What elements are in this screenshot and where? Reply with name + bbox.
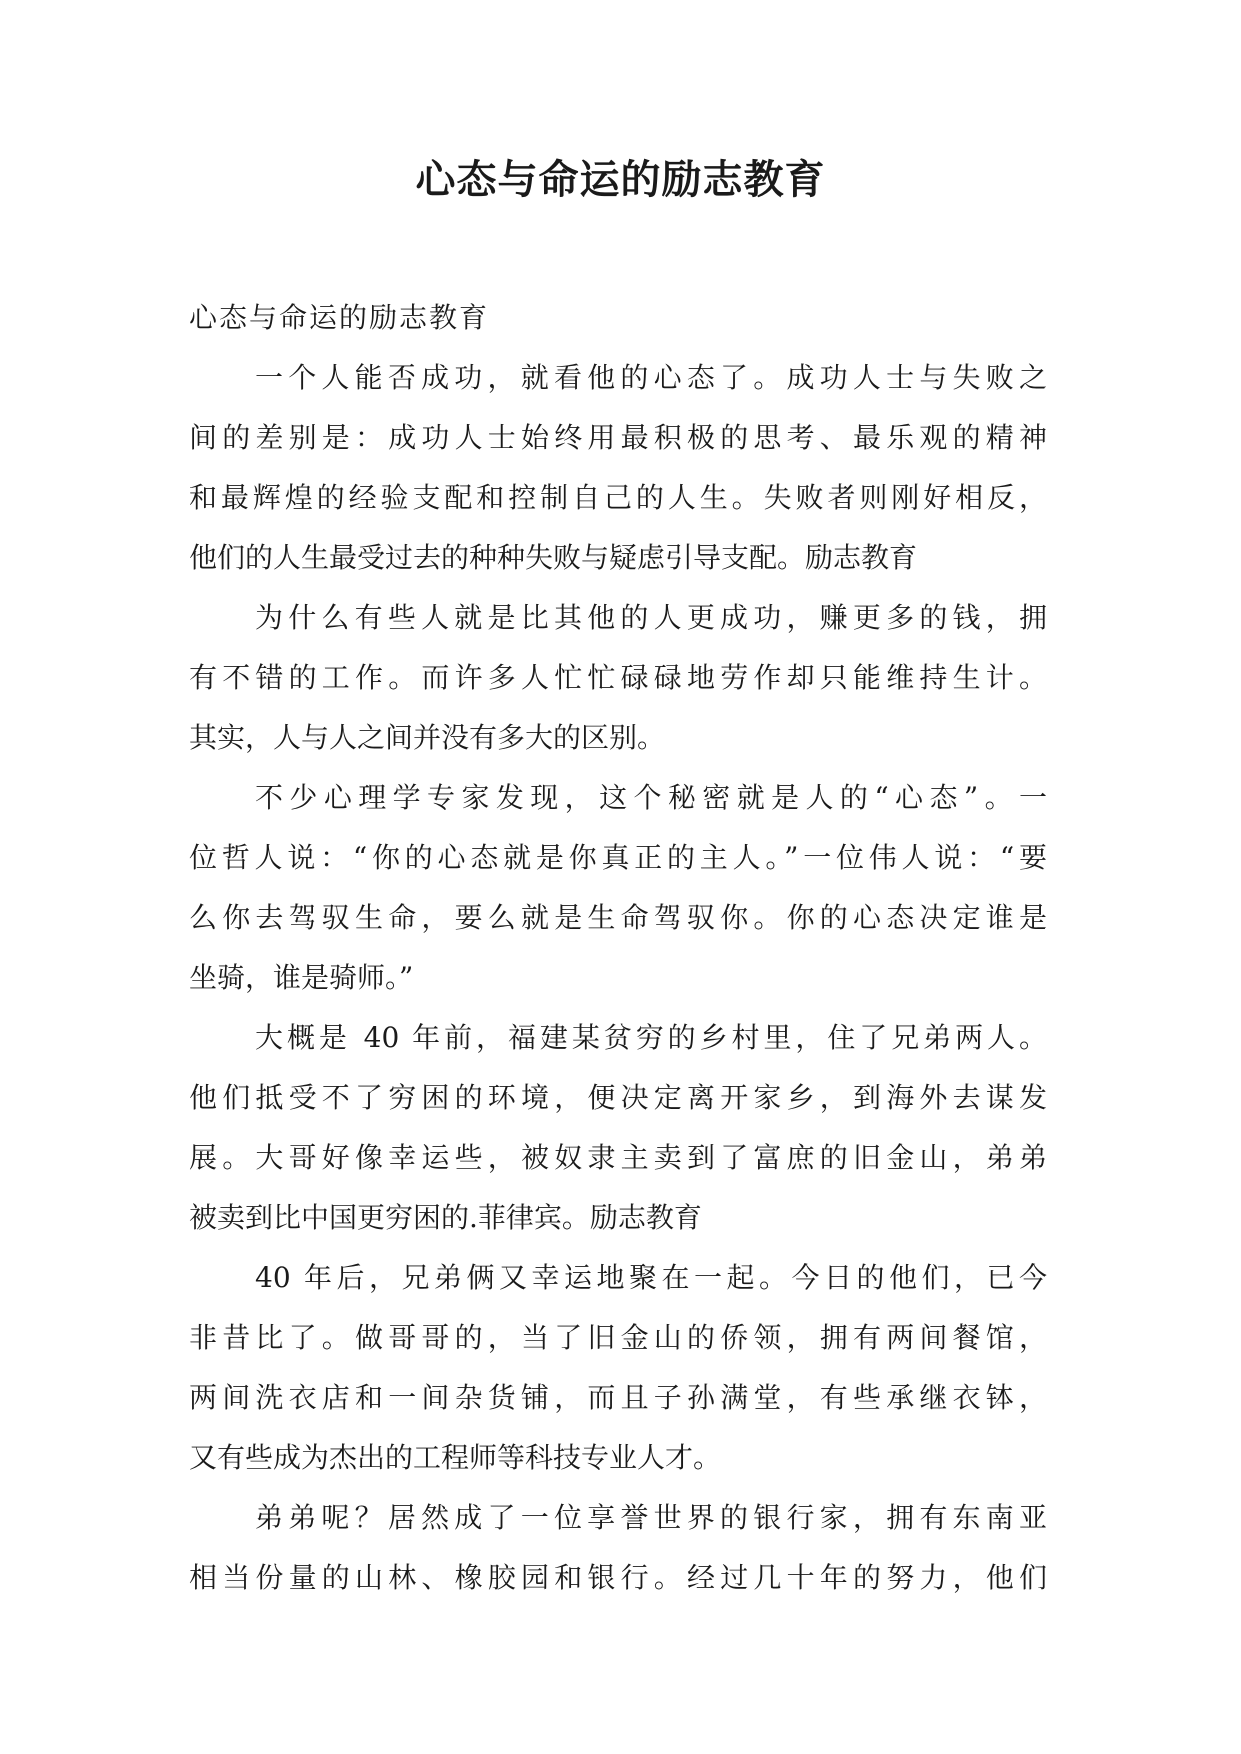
text-line: 其实，人与人之间并没有多大的区别。 (189, 721, 666, 754)
text-line: 他们抵受不了穷困的环境，便决定离开家乡，到海外去谋发 (189, 1081, 1047, 1114)
document-body (189, 288, 1047, 1608)
text-line: 他们的人生最受过去的种种失败与疑虑引导支配。励志教育 (189, 541, 918, 574)
text-line: 又有些成为杰出的工程师等科技专业人才。 (189, 1441, 722, 1474)
text-line: 间的差别是：成功人士始终用最积极的思考、最乐观的精神 (189, 421, 1047, 454)
text-line: 展。大哥好像幸运些，被奴隶主卖到了富庶的旧金山，弟弟 (189, 1141, 1047, 1174)
text-line: 大概是 40 年前，福建某贫穷的乡村里，住了兄弟两人。 (255, 1021, 1047, 1054)
text-line: 么你去驾驭生命，要么就是生命驾驭你。你的心态决定谁是 (189, 901, 1047, 934)
text-line: 为什么有些人就是比其他的人更成功，赚更多的钱，拥 (255, 601, 1047, 634)
text-line: 被卖到比中国更穷困的.菲律宾。励志教育 (189, 1201, 702, 1234)
text-line: 和最辉煌的经验支配和控制自己的人生。失败者则刚好相反， (189, 481, 1047, 514)
document-title: 心态与命运的励志教育 (415, 157, 826, 203)
body-heading: 心态与命运的励志教育 (189, 301, 490, 334)
text-line: 有不错的工作。而许多人忙忙碌碌地劳作却只能维持生计。 (189, 661, 1047, 694)
text-line: 40 年后，兄弟俩又幸运地聚在一起。今日的他们，已今 (255, 1261, 1047, 1294)
text-line: 弟弟呢？居然成了一位享誉世界的银行家，拥有东南亚 (255, 1501, 1047, 1534)
text-line: 位哲人说：“你的心态就是你真正的主人。”一位伟人说：“要 (189, 841, 1047, 874)
text-line: 一个人能否成功，就看他的心态了。成功人士与失败之 (255, 361, 1047, 394)
text-line: 相当份量的山林、橡胶园和银行。经过几十年的努力，他们 (189, 1561, 1047, 1594)
text-line: 非昔比了。做哥哥的，当了旧金山的侨领，拥有两间餐馆， (189, 1321, 1047, 1354)
text-line: 坐骑，谁是骑师。” (189, 961, 414, 994)
text-line: 两间洗衣店和一间杂货铺，而且子孙满堂，有些承继衣钵， (189, 1381, 1047, 1414)
text-line: 不少心理学专家发现，这个秘密就是人的“心态”。一 (255, 781, 1047, 814)
